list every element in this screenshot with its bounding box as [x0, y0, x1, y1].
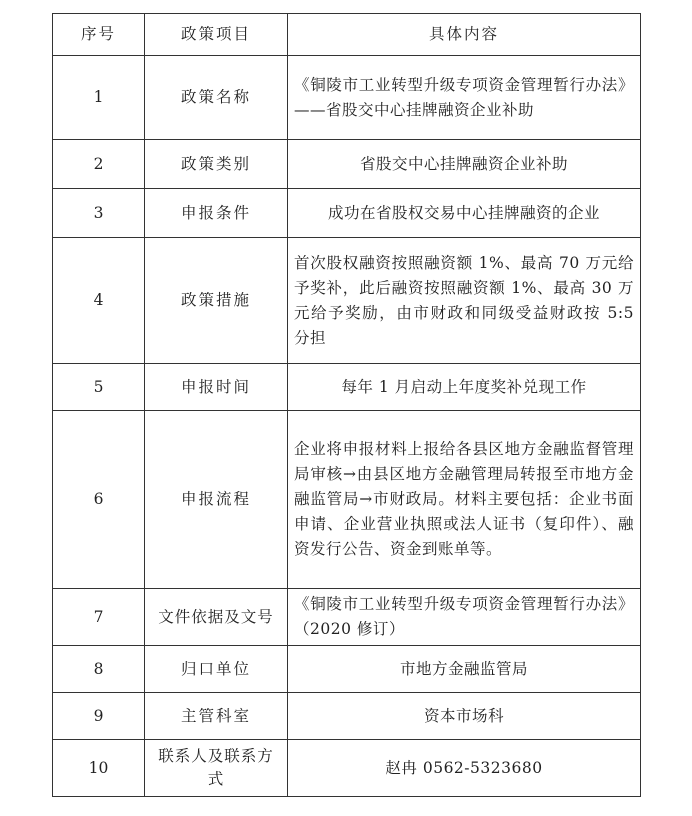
- row-item: 政策措施: [145, 238, 288, 364]
- row-item: 文件依据及文号: [145, 589, 288, 646]
- row-content: 省股交中心挂牌融资企业补助: [288, 140, 641, 189]
- table-row: [53, 238, 641, 364]
- table-row: [53, 411, 641, 589]
- table-row: [53, 140, 641, 189]
- header-item: 政策项目: [145, 14, 288, 56]
- row-content: 首次股权融资按照融资额 1%、最高 70 万元给予奖补，此后融资按照融资额 1%、最高 30 万元给予奖励，由市财政和同级受益财政按 5:5 分担: [288, 238, 641, 364]
- table-row: [53, 646, 641, 693]
- row-number: 10: [53, 740, 145, 797]
- header-content: 具体内容: [288, 14, 641, 56]
- row-content: 企业将申报材料上报给各县区地方金融监督管理局审核→由县区地方金融管理局转报至市地方金融监管局→市财政局。材料主要包括：企业书面申请、企业营业执照或法人证书（复印件）、融资发行公告、资金到账单等。: [288, 411, 641, 589]
- table-row: [53, 740, 641, 797]
- table-row: [53, 589, 641, 646]
- row-item: 政策名称: [145, 56, 288, 140]
- policy-table: [52, 13, 641, 797]
- table-header-row: [53, 14, 641, 56]
- row-number: 7: [53, 589, 145, 646]
- row-number: 5: [53, 364, 145, 411]
- row-number: 1: [53, 56, 145, 140]
- row-number: 6: [53, 411, 145, 589]
- table-row: [53, 364, 641, 411]
- table-row: [53, 189, 641, 238]
- row-content: 成功在省股权交易中心挂牌融资的企业: [288, 189, 641, 238]
- row-item: 联系人及联系方式: [145, 740, 288, 797]
- table-row: [53, 56, 641, 140]
- row-number: 8: [53, 646, 145, 693]
- row-item: 申报流程: [145, 411, 288, 589]
- row-item: 申报时间: [145, 364, 288, 411]
- row-number: 4: [53, 238, 145, 364]
- row-item: 申报条件: [145, 189, 288, 238]
- row-number: 9: [53, 693, 145, 740]
- row-item: 主管科室: [145, 693, 288, 740]
- row-content: 每年 1 月启动上年度奖补兑现工作: [288, 364, 641, 411]
- row-content: 《铜陵市工业转型升级专项资金管理暂行办法》（2020 修订）: [288, 589, 641, 646]
- row-content: 市地方金融监管局: [288, 646, 641, 693]
- header-no: 序号: [53, 14, 145, 56]
- row-content: 资本市场科: [288, 693, 641, 740]
- row-content: 《铜陵市工业转型升级专项资金管理暂行办法》——省股交中心挂牌融资企业补助: [288, 56, 641, 140]
- table-row: [53, 693, 641, 740]
- row-number: 3: [53, 189, 145, 238]
- row-item: 政策类别: [145, 140, 288, 189]
- row-item: 归口单位: [145, 646, 288, 693]
- row-content: 赵冉 0562-5323680: [288, 740, 641, 797]
- row-number: 2: [53, 140, 145, 189]
